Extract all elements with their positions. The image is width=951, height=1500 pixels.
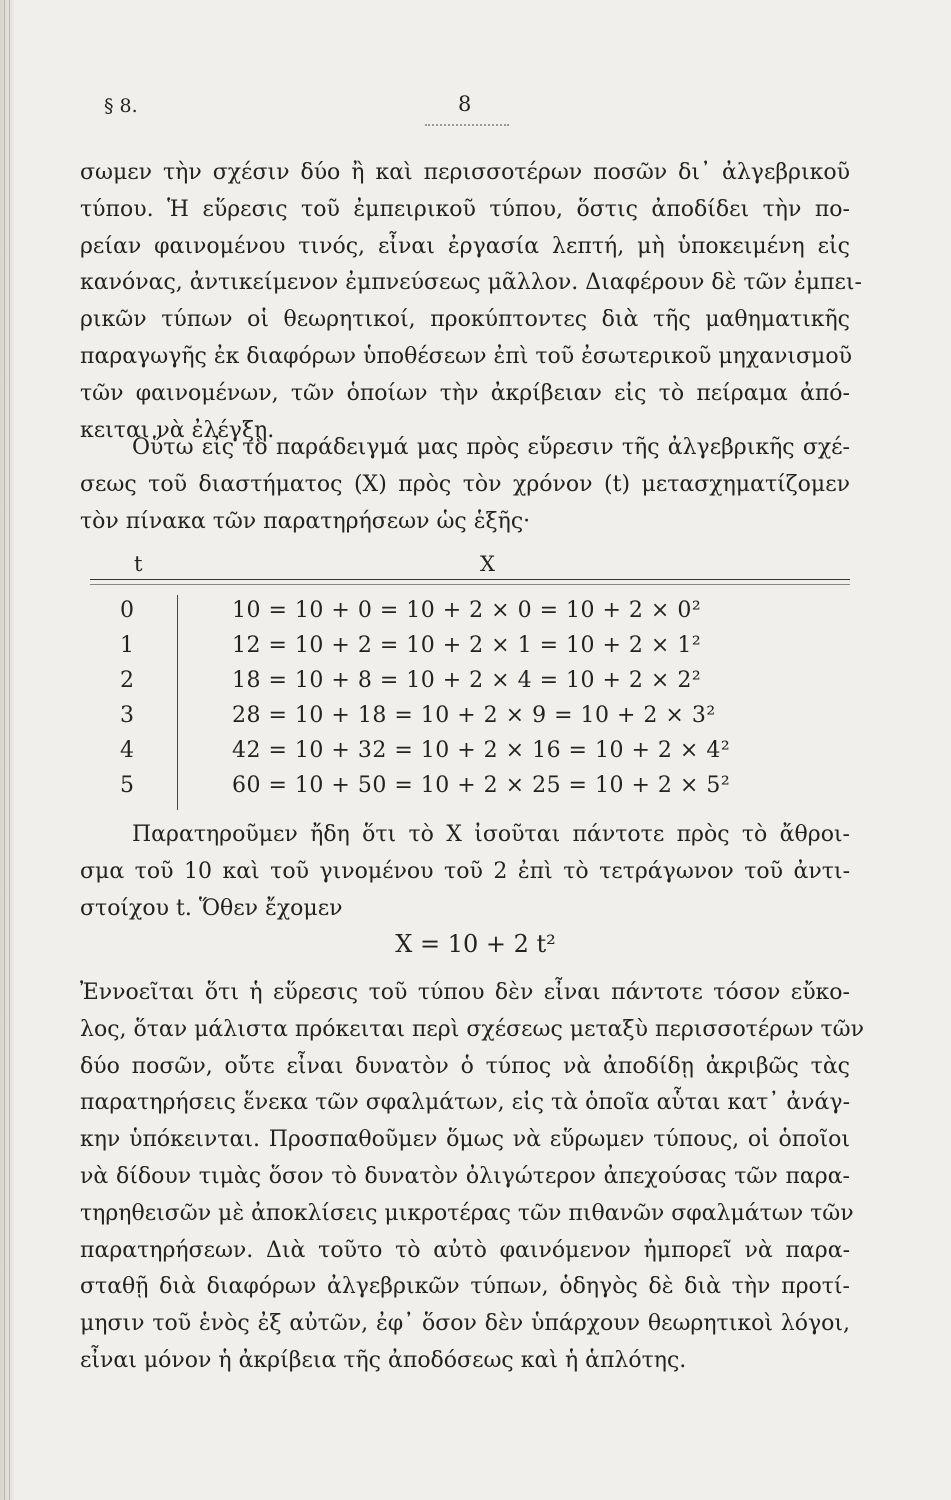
- text-line: λος, ὅταν μάλιστα πρόκειται περὶ σχέσεως μεταξὺ περισσοτέρων τῶν: [80, 1016, 864, 1042]
- table-cell-equation: 60 = 10 + 50 = 10 + 2 × 25 = 10 + 2 × 5²: [232, 773, 731, 798]
- text-line: κειται νὰ ἐλέγξῃ.: [80, 417, 275, 443]
- table-cell-equation: 42 = 10 + 32 = 10 + 2 × 16 = 10 + 2 × 4²: [232, 738, 731, 763]
- text-line: μησιν τοῦ ἑνὸς ἐξ αὐτῶν, ἐφ᾽ ὅσον δὲν ὑπάρχουν θεωρητικοὶ λόγοι,: [80, 1311, 850, 1337]
- text-line: παρατηρήσεων. Διὰ τοῦτο τὸ αὐτὸ φαινόμενον ἠμπορεῖ νὰ παρα-: [80, 1237, 850, 1263]
- table-cell-t: 0: [120, 598, 134, 623]
- text-line: εἶναι μόνον ἡ ἀκρίβεια τῆς ἀποδόσεως καὶ ἡ ἁπλότης.: [80, 1347, 687, 1373]
- paragraph-4: [80, 975, 864, 1380]
- table-cell-equation: 28 = 10 + 18 = 10 + 2 × 9 = 10 + 2 × 3²: [232, 703, 716, 728]
- text-line: σεως τοῦ διαστήματος (X) πρὸς τὸν χρόνον (t) μετασχηματίζομεν: [80, 471, 850, 497]
- section-marker: § 8.: [104, 95, 138, 117]
- text-line: [80, 817, 850, 854]
- header-ornament: [425, 124, 509, 126]
- text-line: στοίχου t. Ὅθεν ἔχομεν: [80, 895, 343, 921]
- text-line: παραγωγῆς ἐκ διαφόρων ὑποθέσεων ἐπὶ τοῦ ἐσωτερικοῦ μηχανισμοῦ: [80, 343, 852, 369]
- table-cell-t: 5: [120, 773, 134, 798]
- text-line: σταθῇ διὰ διαφόρων ἀλγεβρικῶν τύπων, ὁδηγὸς δὲ διὰ τὴν προτί-: [80, 1274, 850, 1300]
- text-line: τηρηθεισῶν μὲ ἀποκλίσεις μικροτέρας τῶν πιθανῶν σφαλμάτων τῶν: [80, 1200, 854, 1226]
- table-rule: [90, 584, 850, 585]
- text-line-content: Παρατηροῦμεν ἤδη ὅτι τὸ X ἰσοῦται πάντοτε πρὸς τὸ ἄθροι-: [132, 822, 850, 847]
- paragraph-3: [80, 817, 850, 927]
- text-line: σμα τοῦ 10 καὶ τοῦ γινομένου τοῦ 2 ἐπὶ τὸ τετράγωνον τοῦ ἀντι-: [80, 858, 850, 884]
- table-row: [0, 598, 951, 628]
- table-cell-t: 1: [120, 633, 134, 658]
- text-line: ρείαν φαινομένου τινός, εἶναι ἐργασία λεπτή, μὴ ὑποκειμένη εἰς: [80, 233, 850, 259]
- table-header-x: X: [480, 552, 495, 576]
- page-number: 8: [458, 92, 472, 116]
- paragraph-2: [80, 430, 850, 540]
- table-cell-equation: 12 = 10 + 2 = 10 + 2 × 1 = 10 + 2 × 1²: [232, 633, 702, 658]
- table-cell-t: 3: [120, 703, 134, 728]
- text-line: παρατηρήσεις ἕνεκα τῶν σφαλμάτων, εἰς τὰ ὁποῖα αὗται κατ᾽ ἀνάγ-: [80, 1090, 850, 1116]
- text-line: τὸν πίνακα τῶν παρατηρήσεων ὡς ἑξῆς·: [80, 508, 531, 534]
- table-cell-equation: 18 = 10 + 8 = 10 + 2 × 4 = 10 + 2 × 2²: [232, 668, 702, 693]
- text-line: τῶν φαινομένων, τῶν ὁποίων τὴν ἀκρίβειαν εἰς τὸ πείραμα ἀπό-: [80, 380, 850, 406]
- text-line: κανόνας, ἀντικείμενον ἐμπνεύσεως μᾶλλον. Διαφέρουν δὲ τῶν ἐμπει-: [80, 270, 862, 296]
- formula: X = 10 + 2 t²: [395, 930, 556, 958]
- text-line-content: Οὕτω εἰς τὸ παράδειγμά μας πρὸς εὕρεσιν τῆς ἀλγεβρικῆς σχέ-: [132, 435, 850, 460]
- table-row: [0, 738, 951, 768]
- text-line: σωμεν τὴν σχέσιν δύο ἢ καὶ περισσοτέρων ποσῶν δι᾽ ἀλγεβρικοῦ: [80, 160, 850, 185]
- text-line: νὰ δίδουν τιμὰς ὅσον τὸ δυνατὸν ὀλιγώτερον ἀπεχούσας τῶν παρα-: [80, 1163, 850, 1189]
- table-row: [0, 633, 951, 663]
- paragraph-1: [80, 155, 862, 449]
- table-cell-t: 4: [120, 738, 134, 763]
- text-line: κην ὑπόκεινται. Προσπαθοῦμεν ὅμως νὰ εὕρωμεν τύπους, οἱ ὁποῖοι: [80, 1127, 850, 1153]
- table-cell-t: 2: [120, 668, 134, 693]
- table-cell-equation: 10 = 10 + 0 = 10 + 2 × 0 = 10 + 2 × 0²: [232, 598, 702, 623]
- table-row: [0, 668, 951, 698]
- table-rule: [90, 579, 850, 580]
- text-line: Ἐννοεῖται ὅτι ἡ εὕρεσις τοῦ τύπου δὲν εἶναι πάντοτε τόσον εὔκο-: [80, 980, 850, 1005]
- table-header-t: t: [134, 552, 143, 576]
- text-line: ρικῶν τύπων οἱ θεωρητικοί, προκύπτοντες διὰ τῆς μαθηματικῆς: [80, 307, 850, 333]
- text-line: δύο ποσῶν, οὔτε εἶναι δυνατὸν ὁ τύπος νὰ ἀποδίδῃ ἀκριβῶς τὰς: [80, 1053, 850, 1079]
- table-row: [0, 773, 951, 803]
- table-row: [0, 703, 951, 733]
- text-line: [80, 430, 850, 467]
- text-line: τύπου. Ἡ εὕρεσις τοῦ ἐμπειρικοῦ τύπου, ὅστις ἀποδίδει τὴν πο-: [80, 196, 850, 222]
